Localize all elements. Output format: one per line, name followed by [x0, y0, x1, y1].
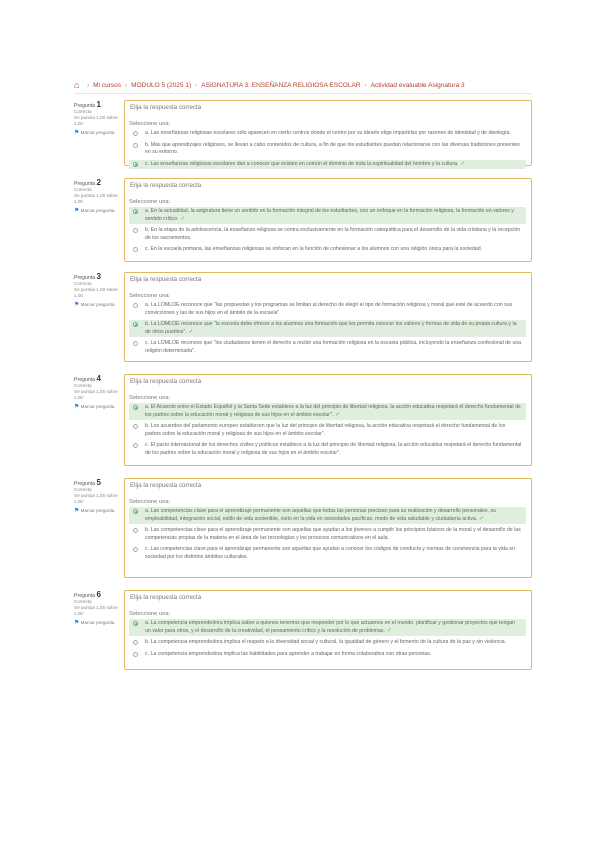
- flag-label: Marcar pregunta: [80, 404, 115, 409]
- answer-option[interactable]: [129, 545, 526, 562]
- answer-option-text: c. El pacto internacional de los derechos civiles y políticos establece a la luz del principio de libertad religiosa, la acción educativa respetará el derecho fundamental de los padres sobre la educación moral y religiosa de sus hijos en el ámbito escolar".: [145, 442, 522, 456]
- radio-button[interactable]: [133, 209, 138, 214]
- question-number-value: 5: [96, 478, 101, 487]
- flag-icon: ⚑: [74, 208, 80, 214]
- question-number-value: 1: [96, 100, 101, 109]
- check-icon: ✓: [460, 160, 466, 167]
- flag-question-link[interactable]: [74, 620, 120, 626]
- divider: [74, 93, 532, 94]
- answer-option[interactable]: [129, 129, 526, 139]
- radio-button[interactable]: [133, 443, 138, 448]
- answer-option-text: b. La LOMLOE reconoce que "la escuela debe ofrecer a los alumnos una formación que les permita conocer los valores y formas de vida de su propia cultura y la de otros pueblos".: [145, 321, 517, 335]
- select-one-label: Seleccione una:: [129, 121, 171, 127]
- answer-option-text: c. La LOMLOE reconoce que "los ciudadanos tienen el derecho a recibir una formación religiosa en la escuela pública, incluyendo la enseñanza confesional de una religión determinada".: [145, 340, 522, 354]
- question-number-value: 3: [96, 272, 101, 281]
- select-one-label: Seleccione una:: [129, 199, 171, 205]
- question-number-value: 2: [96, 178, 101, 187]
- check-icon: ✓: [335, 411, 341, 418]
- answer-option-text: a. La LOMLOE reconoce que "las propuestas y los programas se limitan al derecho de elegir el tipo de formación religiosa y moral que esté de acuerdo con sus convicciones y las de sus hijos en el ámbito de la escuela".: [145, 302, 513, 316]
- chevron-right-icon: ›: [124, 81, 128, 89]
- flag-label: Marcar pregunta: [80, 208, 115, 213]
- answer-option[interactable]: [129, 507, 526, 524]
- flag-icon: ⚑: [74, 508, 80, 514]
- question-label: Pregunta: [74, 593, 96, 599]
- answer-option[interactable]: [129, 301, 526, 318]
- flag-question-link[interactable]: [74, 404, 120, 410]
- question-info: [74, 180, 120, 214]
- select-one-label: Seleccione una:: [129, 395, 171, 401]
- question-prompt: Elija la respuesta correcta: [130, 276, 202, 283]
- question-score: Se puntúa 1,00 sobre 1,00: [74, 115, 118, 126]
- radio-button[interactable]: [133, 143, 138, 148]
- radio-button[interactable]: [133, 322, 138, 327]
- select-one-label: Seleccione una:: [129, 293, 171, 299]
- answer-option-text: c. En la escuela primaria, las enseñanzas religiosas se enfocan en la función de cohesionar a los alumnos con una religión única para la sociedad.: [145, 246, 483, 253]
- question-score: Se puntúa 1,00 sobre 1,00: [74, 493, 118, 504]
- question-score: Se puntúa 1,00 sobre 1,00: [74, 389, 118, 400]
- chevron-right-icon: ›: [364, 81, 367, 89]
- answer-option[interactable]: [129, 245, 526, 255]
- radio-button[interactable]: [133, 528, 138, 533]
- radio-button[interactable]: [133, 509, 138, 514]
- question-label: Pregunta: [74, 377, 96, 383]
- chevron-right-icon: ›: [195, 81, 198, 89]
- flag-label: Marcar pregunta: [80, 302, 115, 307]
- answer-option-text: a. La competencia emprendedora implica saber a quienes tenemos que responder por lo que actuamos en el mundo, planificar y gestionar proyectos que tengan un valor para otros, y el desarrollo de la creatividad, el pensamiento crítico y la resolución de problemas.: [145, 620, 515, 634]
- question-info: [74, 376, 120, 410]
- answer-option-text: c. Las enseñanzas religiosas escolares dan a conocer que existen en común el dominio de toda la espiritualidad del hombre y la cultura.: [145, 160, 459, 167]
- breadcrumb-link-actividad[interactable]: Actividad evaluable Asignatura 3: [370, 81, 465, 89]
- question-card: [124, 478, 532, 578]
- flag-icon: ⚑: [74, 302, 80, 308]
- answer-option-text: b. Más que aprendizajes religiosos, se llevan a cabo contenidos de cultura, a fin de que los estudiantes puedan relacionarse con las diversas tradiciones presentes en su entorno.: [145, 141, 520, 156]
- question-status: Correcta: [74, 187, 92, 192]
- check-icon: ✓: [479, 515, 485, 522]
- question-prompt: Elija la respuesta correcta: [130, 594, 202, 601]
- home-icon[interactable]: ⌂: [74, 79, 80, 90]
- question-label: Pregunta: [74, 481, 96, 487]
- question-number: [74, 376, 120, 383]
- flag-icon: ⚑: [74, 404, 80, 410]
- flag-label: Marcar pregunta: [80, 508, 115, 513]
- radio-button[interactable]: [133, 131, 138, 136]
- question-number: [74, 102, 120, 109]
- answer-option[interactable]: [129, 638, 526, 648]
- answer-option[interactable]: [129, 207, 526, 224]
- radio-button[interactable]: [133, 640, 138, 645]
- select-one-label: Seleccione una:: [129, 611, 171, 617]
- radio-button[interactable]: [133, 424, 138, 429]
- question-status: Correcta: [74, 599, 92, 604]
- question-prompt: Elija la respuesta correcta: [130, 182, 202, 189]
- flag-icon: ⚑: [74, 620, 80, 626]
- breadcrumb: [74, 78, 534, 92]
- question-number: [74, 180, 120, 187]
- answer-option-text: c. Las competencias clave para el aprendizaje permanente son aquellas que ayudan a conocer los códigos de conducta y normas de convivencia para la vida en sociedad por los distintos ámbitos culturales.: [145, 546, 515, 560]
- radio-button[interactable]: [133, 162, 138, 167]
- question-status: Correcta: [74, 487, 92, 492]
- radio-button[interactable]: [133, 652, 138, 657]
- answer-option[interactable]: [129, 320, 526, 337]
- answer-option-text: b. La competencia emprendedora implica el respeto a la diversidad social y cultural, la igualdad de género y el fomento de la cultura de la paz y sin violencia.: [145, 639, 507, 646]
- radio-button[interactable]: [133, 303, 138, 308]
- answer-option[interactable]: [129, 441, 526, 458]
- answer-option-text: b. Las competencias clave para el aprendizaje permanente son aquellas que ayudan a los jóvenes a cumplir los principios básicos de la moral y el desarrollo de las competencias propias de la materia en el área de las tecnologías y los procesos comunicativos en el aula.: [145, 527, 521, 541]
- radio-button[interactable]: [133, 405, 138, 410]
- flag-question-link[interactable]: [74, 208, 120, 214]
- radio-button[interactable]: [133, 247, 138, 252]
- radio-button[interactable]: [133, 547, 138, 552]
- flag-label: Marcar pregunta: [80, 130, 115, 135]
- question-number: [74, 274, 120, 281]
- answer-option[interactable]: [129, 650, 526, 660]
- question-card: [124, 590, 532, 670]
- radio-button[interactable]: [133, 228, 138, 233]
- question-info: [74, 480, 120, 514]
- check-icon: ✓: [180, 215, 186, 222]
- answer-option-text: b. En la etapa de la adolescencia, la enseñanza religiosa se centra exclusivamente en la formación catequética para el desarrollo de la vida cristiana y la recepción de los sacramentos.: [145, 227, 521, 241]
- answer-option-text: a. El Acuerdo entre el Estado Español y la Santa Sede establece a la luz del principio de libertad religiosa, la acción educativa respetará el derecho fundamental de los padres sobre la educación moral y religiosa de sus hijos en el ámbito escolar".: [145, 404, 521, 418]
- check-icon: ✓: [386, 627, 392, 634]
- answer-option-text: b. Los acuerdos del parlamento europeo establecen que la luz del principio de libertad religiosa, la acción educativa respetará el derecho fundamental de los padres sobre la educación moral y religiosa de sus hijos en el ámbito escolar".: [145, 423, 506, 437]
- question-prompt: Elija la respuesta correcta: [130, 104, 202, 111]
- question-label: Pregunta: [74, 181, 96, 187]
- question-card: [124, 272, 532, 362]
- question-number-value: 4: [96, 374, 101, 383]
- question-score: Se puntúa 1,00 sobre 1,00: [74, 287, 118, 298]
- question-status: Correcta: [74, 281, 92, 286]
- question-score: Se puntúa 1,00 sobre 1,00: [74, 193, 118, 204]
- question-info: [74, 102, 120, 136]
- question-label: Pregunta: [74, 103, 96, 109]
- question-info: [74, 274, 120, 308]
- question-score: Se puntúa 1,00 sobre 1,00: [74, 605, 118, 616]
- breadcrumb-link-mis-cursos[interactable]: Mi cursos: [93, 81, 121, 89]
- question-label: Pregunta: [74, 275, 96, 281]
- flag-label: Marcar pregunta: [80, 620, 115, 625]
- answer-option[interactable]: [129, 403, 526, 420]
- answer-option-text: a. En la actualidad, la asignatura tiene un sentido en la formación integral de los estudiantes, con un enfoque en la formación religiosa, la formación en valores y sentido crítico.: [145, 208, 514, 222]
- question-prompt: Elija la respuesta correcta: [130, 378, 202, 385]
- answer-option[interactable]: [129, 619, 526, 636]
- chevron-right-icon: ›: [87, 81, 90, 89]
- breadcrumb-link-modulo[interactable]: MODULO 5 (2025 1): [131, 81, 192, 89]
- question-number: [74, 592, 120, 599]
- question-status: Correcta: [74, 109, 92, 114]
- question-card: [124, 178, 532, 262]
- answer-option[interactable]: [129, 422, 526, 439]
- answer-option[interactable]: [129, 141, 526, 158]
- question-card: [124, 100, 532, 166]
- radio-button[interactable]: [133, 621, 138, 626]
- check-icon: ✓: [188, 328, 194, 335]
- question-card: [124, 374, 532, 466]
- answer-option[interactable]: [129, 526, 526, 543]
- flag-question-link[interactable]: [74, 130, 120, 136]
- question-info: [74, 592, 120, 626]
- question-number: [74, 480, 120, 487]
- answer-option[interactable]: [129, 160, 526, 170]
- question-number-value: 6: [96, 590, 101, 599]
- breadcrumb-link-asignatura[interactable]: ASIGNATURA 3. ENSEÑANZA RELIGIOSA ESCOLAR: [201, 81, 361, 89]
- question-prompt: Elija la respuesta correcta: [130, 482, 202, 489]
- radio-button[interactable]: [133, 341, 138, 346]
- question-status: Correcta: [74, 383, 92, 388]
- answer-option-text: a. Las competencias clave para el aprendizaje permanente son aquellas que todas las personas precisan para su realización y desarrollo personales, su empleabilidad, integración social, estilo de vida sostenible, éxito en la vida en sociedades pacíficas, modo de vida saludable y ciudadanía activa.: [145, 508, 496, 522]
- answer-option[interactable]: [129, 226, 526, 243]
- answer-option[interactable]: [129, 339, 526, 356]
- answer-option-text: c. La competencia emprendedora implica las habilidades para aprender a trabajar en forma colaborativa con otras personas.: [145, 650, 432, 657]
- flag-question-link[interactable]: [74, 302, 120, 308]
- flag-icon: ⚑: [74, 130, 80, 136]
- select-one-label: Seleccione una:: [129, 499, 171, 505]
- answer-option-text: a. Las enseñanzas religiosas escolares sólo aparecen en cierto centros donde el centro por su ideario elige impartirlas por razones de identidad y de ideología.: [145, 130, 511, 136]
- flag-question-link[interactable]: [74, 508, 120, 514]
